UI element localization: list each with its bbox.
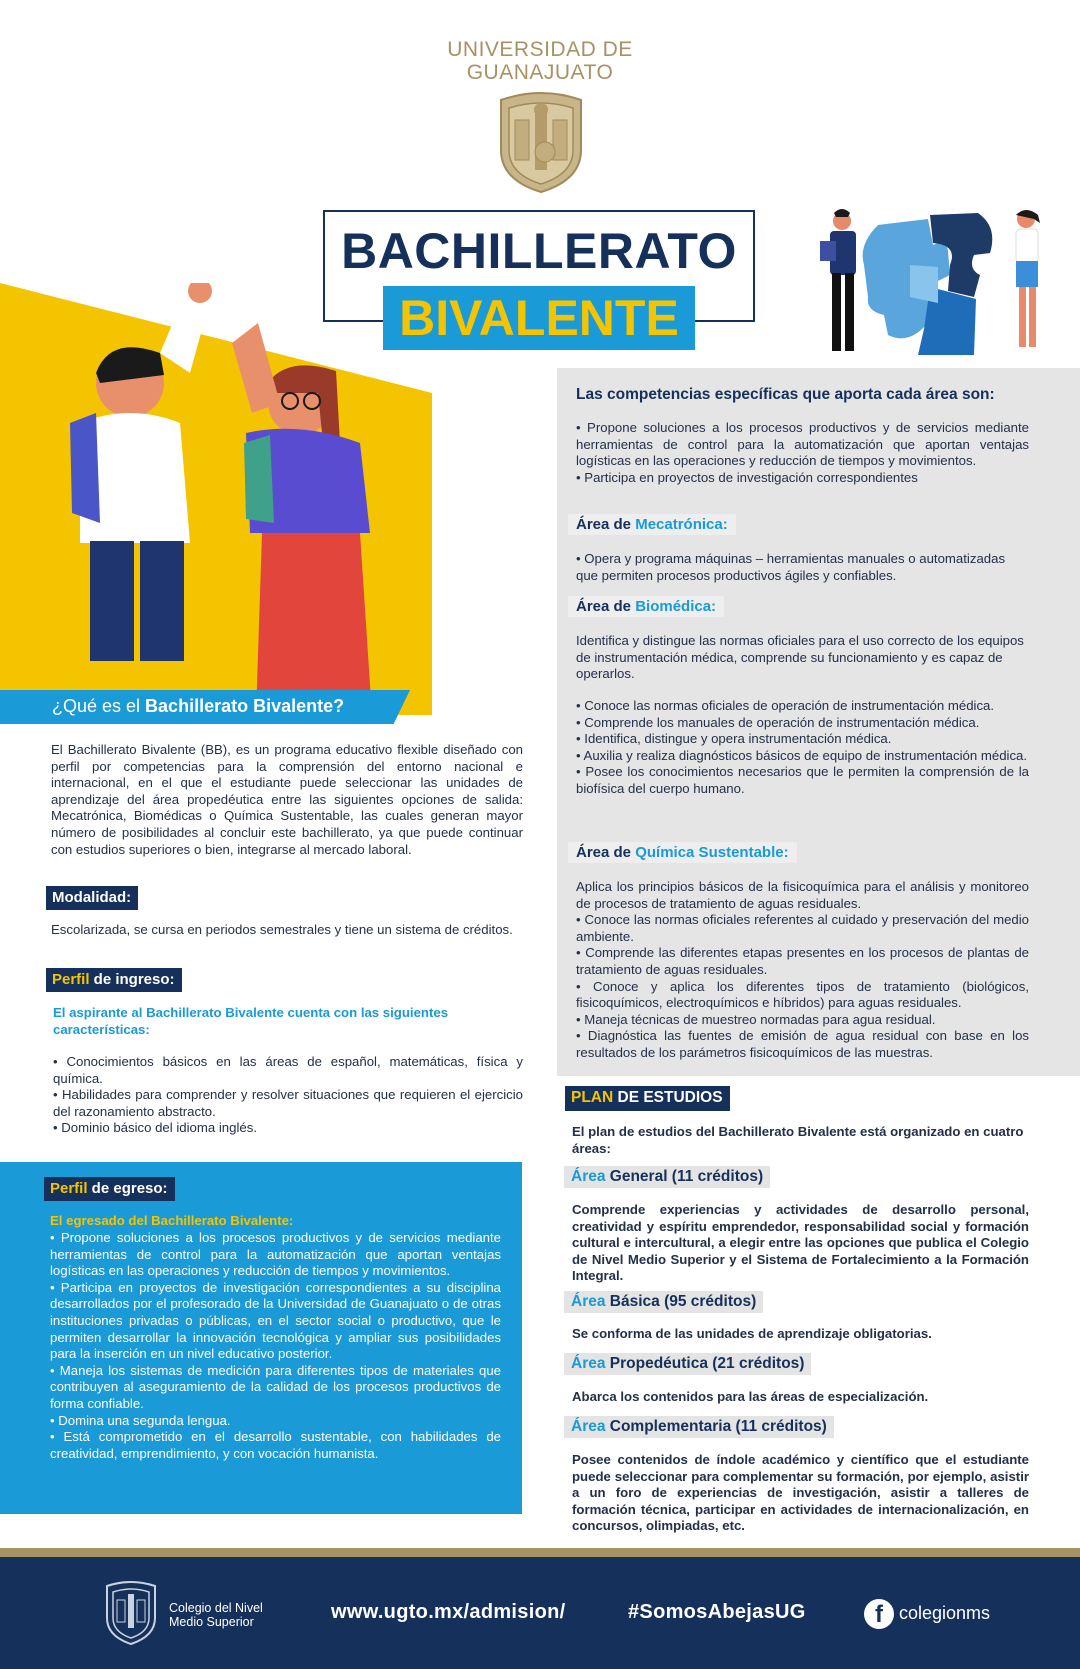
plan-area-complementaria-label (564, 1416, 834, 1438)
university-name (390, 38, 690, 84)
mecatronica-label-accent: Mecatrónica: (635, 516, 728, 533)
perfil-ingreso-list (53, 1054, 523, 1137)
que-es-heading-prefix: ¿Qué es el (52, 696, 146, 716)
quimica-list (576, 879, 1029, 1062)
perfil-egreso-list (50, 1230, 501, 1462)
plan-area-general-prefix: Área (571, 1168, 606, 1185)
mecatronica-label-prefix: Área de (576, 516, 636, 533)
list-item: • Identifica, distingue y opera instrumentación médica. (576, 731, 892, 747)
perfil-egreso-intro: El egresado del Bachillerato Bivalente: (50, 1213, 294, 1228)
list-item: • Conoce las normas oficiales de operación de instrumentación médica. (576, 698, 995, 713)
list-item: • Comprende las diferentes etapas presentes en los procesos de plantas de tratamiento de aguas residuales. (576, 945, 1029, 977)
plan-area-complementaria-body: Posee contenidos de índole académico y científico que el estudiante puede seleccionar para complementar su formación, por ejemplo, asistir a un foro de experiencias de investigación, asistir a talleres de formación técnica, participar en actividades de internacionalización, en concursos, olimpiadas, etc. (572, 1452, 1029, 1534)
hashtag: #SomosAbejasUG (628, 1601, 806, 1623)
admision-link[interactable]: www.ugto.mx/admision/ (331, 1601, 566, 1623)
plan-area-propedeutica-label (564, 1353, 811, 1375)
plan-area-basica-prefix: Área (571, 1293, 606, 1310)
perfil-ingreso-intro: El aspirante al Bachillerato Bivalente cuenta con las siguientes características: (53, 1005, 449, 1037)
quimica-label (568, 842, 797, 863)
plan-label-rest: DE ESTUDIOS (613, 1089, 723, 1106)
perfil-ingreso-label (46, 968, 182, 992)
colegio-name (169, 1601, 263, 1629)
plan-area-propedeutica-name: Propedéutica (21 créditos) (605, 1355, 805, 1372)
list-item: • Conoce las normas oficiales referentes al cuidado y preservación del medio ambiente. (576, 912, 1029, 944)
facebook-icon[interactable] (864, 1599, 894, 1629)
quimica-label-prefix: Área de (576, 844, 636, 861)
plan-intro: El plan de estudios del Bachillerato Bivalente está organizado en cuatro áreas: (572, 1124, 1024, 1156)
list-item: • Propone soluciones a los procesos productivos y de servicios mediante herramientas de control para la automatización que aportan ventajas logísticas en las operaciones y reducción de tiempos y movimientos. (576, 420, 1029, 469)
list-item: • Participa en proyectos de investigación correspondientes a su disciplina desarrollados por el profesorado de la Universidad de Guanajuato o de otras instituciones privadas o públicas, en el sector social o productivo, que le permiten desarrollar la innovación tecnológica y ampliar sus posibilidades para la inserción en un nivel educativo posterior. (50, 1279, 501, 1362)
colegio-name-line2: Medio Superior (169, 1615, 254, 1629)
list-item: • Posee los conocimientos necesarios que le permiten la comprensión de la biofísica del cuerpo humano. (576, 764, 1029, 796)
modalidad-label: Modalidad: (46, 886, 138, 910)
list-item: • Participa en proyectos de investigación correspondientes (576, 469, 918, 485)
list-item: • Domina una segunda lengua. (50, 1412, 231, 1428)
university-name-line1: UNIVERSIDAD DE (447, 38, 633, 61)
plan-area-basica-body: Se conforma de las unidades de aprendizaje obligatorias. (572, 1326, 932, 1341)
plan-label-accent: PLAN (571, 1089, 614, 1106)
list-item: • Diagnóstica las fuentes de emisión de agua residual con base en los resultados de los parámetros fisicoquímicos de las muestras. (576, 1028, 1029, 1060)
competencias-general-list (576, 420, 1029, 486)
list-item: • Está comprometido en el desarrollo sustentable, con habilidades de creatividad, emprendimiento, y con vocación humanista. (50, 1429, 501, 1461)
list-item: • Maneja los sistemas de medición para diferentes tipos de materiales que contribuyen al aseguramiento de la calidad de los procesos productivos de forma confiable. (50, 1362, 501, 1411)
plan-area-general-body: Comprende experiencias y actividades de desarrollo personal, creatividad y espíritu emprendedor, responsabilidad social y formación cultural e intercultural, a elegir entre las opciones que publica el Colegio de Nivel Medio Superior y el Sistema de Fortalecimiento a la Formación Integral. (572, 1202, 1029, 1284)
mecatronica-label (568, 514, 736, 535)
university-seal-icon (495, 90, 587, 194)
que-es-heading (52, 696, 344, 717)
biomedica-intro: Identifica y distingue las normas oficiales para el uso correcto de los equipos de instrumentación médica, comprende su funcionamiento y es capaz de operarlos. (576, 633, 1024, 682)
perfil-ingreso-label-accent: Perfil (52, 971, 90, 988)
mecatronica-list (576, 551, 1029, 584)
list-item: Aplica los principios básicos de la fisicoquímica para el análisis y monitoreo de procesos de tratamiento de aguas residuales. (576, 879, 1029, 911)
list-item: • Conoce y aplica los diferentes tipos de tratamiento (biológicos, fisicoquímicos, electroquímicos e híbridos) para aguas residuales. (576, 978, 1029, 1011)
students-illustration (0, 283, 432, 715)
title-line1: BACHILLERATO (341, 223, 737, 279)
perfil-egreso-label-rest: de egreso: (87, 1180, 168, 1197)
competencias-heading: Las competencias específicas que aporta cada área son: (576, 386, 995, 403)
facebook-handle-link[interactable]: colegionms (899, 1603, 991, 1623)
plan-label (565, 1086, 730, 1111)
perfil-ingreso-label-rest: de ingreso: (89, 971, 175, 988)
plan-area-propedeutica-body: Abarca los contenidos para las áreas de especialización. (572, 1389, 929, 1404)
colegio-name-line1: Colegio del Nivel (169, 1601, 263, 1615)
plan-area-general-name: General (11 créditos) (605, 1168, 764, 1185)
colegio-seal-icon (103, 1580, 159, 1646)
plan-area-general-label (564, 1166, 770, 1188)
list-item: • Conocimientos básicos en las áreas de español, matemáticas, física y química. (53, 1054, 523, 1086)
quimica-label-accent: Química Sustentable: (635, 844, 789, 861)
footer-gold-stripe (0, 1548, 1080, 1557)
plan-area-basica-label (564, 1291, 763, 1313)
list-item: • Propone soluciones a los procesos productivos y de servicios mediante herramientas de control para la automatización que aportan ventajas logísticas en las operaciones y reducción de tiempos y movimientos. (50, 1230, 501, 1279)
biomedica-label-accent: Biomédica: (635, 598, 717, 615)
biomedica-label-prefix: Área de (576, 598, 636, 615)
title-line2: BIVALENTE (399, 290, 679, 346)
plan-area-complementaria-prefix: Área (571, 1418, 606, 1435)
plan-area-basica-name: Básica (95 créditos) (605, 1293, 757, 1310)
list-item: • Dominio básico del idioma inglés. (53, 1120, 257, 1136)
list-item: • Habilidades para comprender y resolver situaciones que requieren el ejercicio del razonamiento abstracto. (53, 1087, 523, 1119)
list-item: • Auxilia y realiza diagnósticos básicos de equipo de instrumentación médica. (576, 747, 1028, 763)
puzzle-head-icon (798, 205, 1058, 365)
que-es-body: El Bachillerato Bivalente (BB), es un programa educativo flexible diseñado con perfil por competencias para la comprensión del entorno nacional e internacional, en el que el estudiante puede seleccionar las unidades de aprendizaje del área propedéutica entre las siguientes opciones de salida: Mecatrónica, Biomédicas o Química Sustentable, las cuales generan mayor número de posibilidades al concluir este bachillerato, ya que puede continuar con estudios superiores o bien, integrarse al mercado laboral. (51, 742, 523, 857)
university-name-line2: GUANAJUATO (466, 61, 614, 84)
list-item: • Comprende los manuales de operación de instrumentación médica. (576, 714, 980, 730)
list-item: • Opera y programa máquinas – herramientas manuales o automatizadas que permiten procesos productivos ágiles y confiables. (576, 551, 1006, 583)
perfil-egreso-label (44, 1177, 175, 1201)
que-es-heading-bold: Bachillerato Bivalente? (145, 696, 345, 716)
modalidad-body: Escolarizada, se cursa en periodos semestrales y tiene un sistema de créditos. (51, 922, 513, 937)
perfil-egreso-label-accent: Perfil (50, 1180, 88, 1197)
biomedica-label (568, 596, 724, 617)
plan-area-propedeutica-prefix: Área (571, 1355, 606, 1372)
facebook-icon-glyph: f (875, 1601, 883, 1628)
plan-area-complementaria-name: Complementaria (11 créditos) (605, 1418, 827, 1435)
biomedica-list (576, 698, 1029, 798)
list-item: • Maneja técnicas de muestreo normadas para agua residual. (576, 1011, 936, 1027)
